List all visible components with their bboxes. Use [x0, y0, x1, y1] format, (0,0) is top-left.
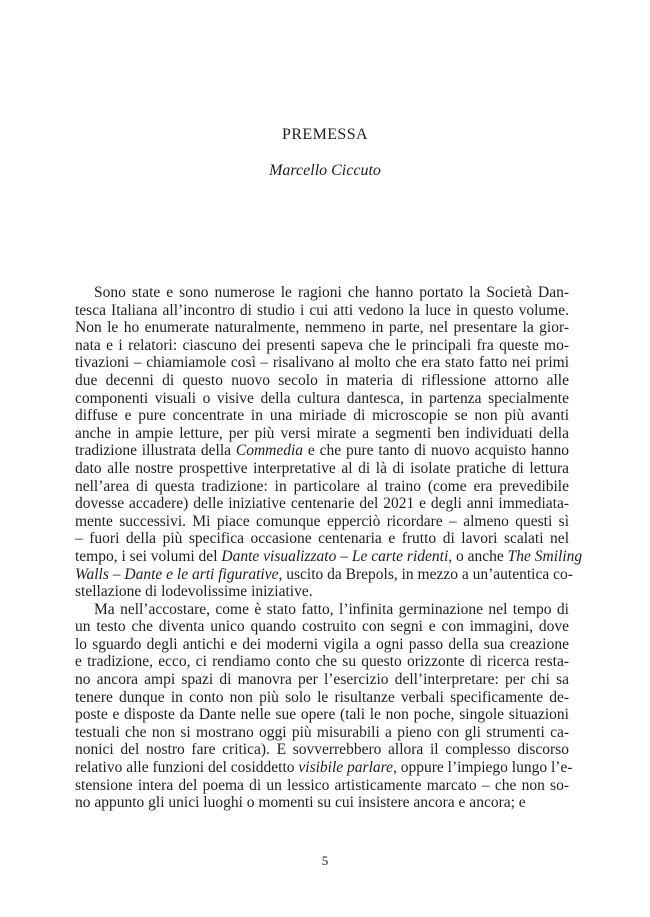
text-segment: stellazione di lodevolissime iniziative.	[75, 583, 313, 601]
text-segment: poste e disposte da Dante nelle sue opere (tali le non poche, singole situazioni	[75, 706, 569, 724]
text-segment: testuali che non si mostrano oggi più misurabili a pieno con gli strumenti ca-	[75, 723, 569, 741]
text-line	[75, 460, 569, 478]
text-line	[75, 547, 583, 566]
text-line	[75, 671, 569, 689]
text-segment: diffuse e pure concentrate in una miriade di microscopie se non più avanti	[75, 407, 569, 425]
text-segment: stensione intera del poema di un lessico artisticamente marcato – che non so-	[75, 776, 569, 794]
text-line	[75, 601, 569, 619]
text-segment: componenti visuali o visive della cultura dantesca, in partenza specialmente	[75, 389, 569, 407]
text-line	[75, 390, 569, 408]
italic-title: Walls – Dante e le arti figurative	[75, 565, 279, 583]
text-line	[75, 495, 569, 513]
text-line	[75, 583, 569, 601]
text-segment: no appunto gli unici luoghi o momenti su cui insistere ancora e ancora; e	[75, 794, 526, 812]
text-segment: – fuori della più specifica occasione centenaria e frutto di lavori scalati nel	[75, 530, 569, 548]
text-line	[75, 442, 569, 460]
italic-title: Dante visualizzato – Le carte ridenti	[221, 547, 449, 565]
text-segment: relativo alle funzioni del cosiddetto	[75, 759, 299, 777]
text-line	[75, 777, 569, 795]
text-line	[75, 706, 569, 724]
text-line	[75, 636, 569, 654]
text-line	[75, 513, 569, 531]
text-segment: nata e i relatori: ciascuno dei presenti sapeva che le principali fra queste mo-	[75, 336, 569, 354]
text-segment: Sono state e sono numerose le ragioni che hanno portato la Società Dan-	[94, 284, 569, 301]
text-line	[75, 565, 573, 584]
text-segment: un testo che diventa unico quando costruito con segni e con immagini, dove	[75, 618, 569, 636]
text-segment: nonici del nostro fare critica). E sovverrebbero allora il complesso discorso	[75, 741, 569, 759]
text-segment: no ancora ampi spazi di manovra per l’esercizio dell’interpretare: per chi sa	[75, 671, 569, 689]
text-segment: Non le ho enumerate naturalmente, nemmeno in parte, nel presentare la gior-	[75, 319, 569, 337]
italic-title: Commedia	[235, 442, 304, 460]
text-segment: , uscito da Brepols, in mezzo a un’autentica co-	[278, 565, 573, 583]
text-segment: e tradizione, ecco, ci rendiamo conto che su questo orizzonte di ricerca resta-	[75, 653, 569, 671]
text-line	[75, 759, 573, 777]
text-segment: dovesse accadere) delle iniziative centenarie del 2021 e degli anni immediata-	[75, 495, 569, 513]
text-line	[75, 794, 569, 812]
text-line	[75, 530, 569, 548]
text-line	[75, 319, 569, 337]
paragraph	[75, 284, 583, 601]
text-segment: tivazioni – chiamiamole così – risalivano al molto che era stato fatto nei primi	[75, 354, 569, 372]
text-line	[75, 407, 569, 425]
text-line	[75, 618, 569, 636]
paragraph	[75, 600, 573, 812]
text-line	[75, 372, 569, 390]
text-line	[75, 724, 569, 742]
text-segment: tesca Italiana all’incontro di studio i cui atti vedono la luce in questo volume.	[75, 301, 569, 319]
text-segment: lo sguardo degli antichi e dei moderni vigila a ogni passo della sua creazione	[75, 635, 569, 653]
text-segment: tempo, i sei volumi del	[75, 547, 222, 565]
text-line	[75, 354, 569, 372]
text-segment: tradizione illustrata della	[75, 442, 236, 460]
body-text	[75, 284, 583, 812]
text-segment: mente successivi. Mi piace comunque epperciò ricordare – almeno questi sì	[75, 512, 569, 530]
text-line	[75, 425, 569, 443]
text-line	[75, 284, 569, 302]
text-line	[75, 478, 569, 496]
italic-title: The Smiling	[507, 547, 583, 565]
text-line	[75, 741, 569, 759]
text-segment: e che pure tanto di nuovo acquisto hanno	[303, 442, 570, 460]
text-segment: due decenni di questo nuovo secolo in materia di riflessione attorno alle	[75, 371, 569, 389]
text-segment: , oppure l’impiego lungo l’e-	[392, 759, 573, 777]
chapter-title: PREMESSA	[282, 126, 368, 143]
text-segment: tenere dunque in conto non più solo le risultanze verbali specificamente de-	[75, 688, 569, 706]
text-line	[75, 302, 569, 320]
text-segment: nell’area di questa tradizione: in particolare al traino (come era prevedibile	[75, 477, 569, 495]
italic-title: visibile parlare	[298, 759, 393, 777]
author-name: Marcello Ciccuto	[269, 162, 381, 179]
page-number: 5	[321, 853, 329, 868]
text-segment: Ma nell’accostare, come è stato fatto, l’infinita germinazione nel tempo di	[94, 600, 569, 618]
text-segment: , o anche	[448, 547, 508, 565]
text-line	[75, 689, 569, 707]
text-line	[75, 653, 569, 671]
text-line	[75, 337, 569, 355]
text-segment: anche in ampie letture, per più versi mirate a segmenti ben individuati della	[75, 424, 569, 442]
text-segment: dato alle nostre prospettive interpretative al di là di isolate pratiche di lettura	[75, 459, 569, 477]
